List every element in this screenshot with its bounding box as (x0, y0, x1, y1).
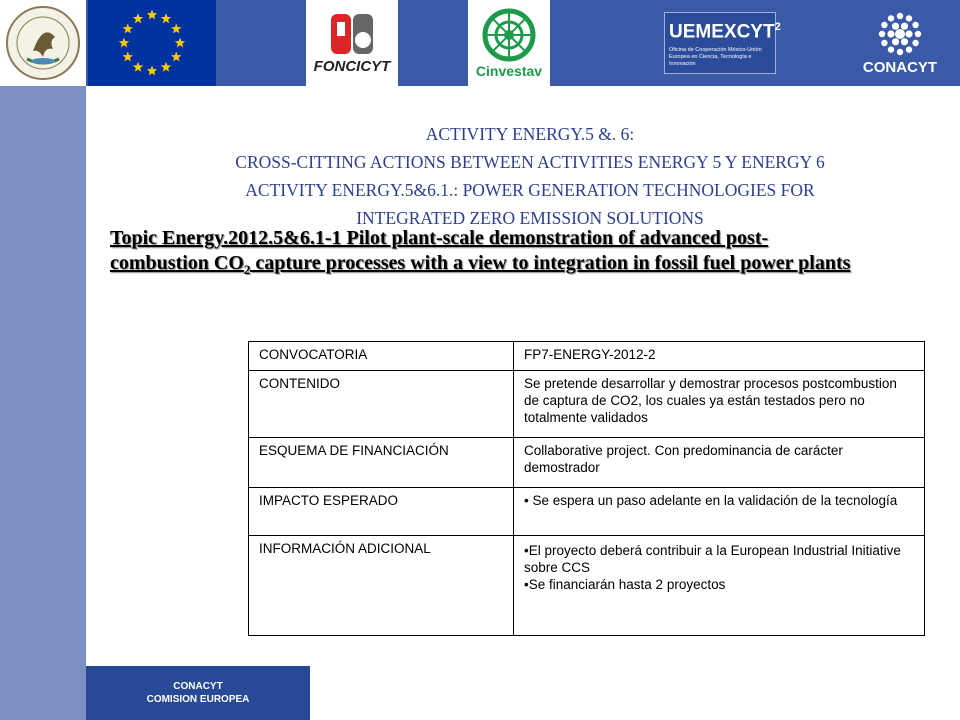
title-line-2: CROSS-CITTING ACTIONS BETWEEN ACTIVITIES ENERGY 5 Y ENERGY 6 (235, 152, 825, 172)
cinvestav-wheel-icon (480, 7, 538, 63)
topic-heading (110, 226, 956, 282)
list-item: •El proyecto deberá contribuir a la European Industrial Initiative sobre CCS (524, 543, 901, 575)
conacyt-dots-icon (875, 10, 925, 58)
title-line-3: ACTIVITY ENERGY.5&6.1.: POWER GENERATION TECHNOLOGIES FOR (245, 180, 815, 200)
conacyt-dot-icon (901, 38, 908, 45)
foncicyt-mark-icon (329, 12, 375, 56)
footer-line-1: CONACYT (173, 681, 223, 692)
conacyt-dot-icon (915, 31, 921, 37)
conacyt-dot-icon (905, 30, 912, 37)
title-line-4: INTEGRATED ZERO EMISSION SOLUTIONS (356, 208, 704, 228)
conacyt-dot-icon (897, 49, 903, 55)
eu-stars-icon (88, 0, 216, 86)
title-line-1: ACTIVITY ENERGY.5 &. 6: (425, 124, 635, 144)
list-item: •Se financiarán hasta 2 proyectos (524, 577, 726, 592)
eu-star-icon (119, 38, 129, 48)
table-row (249, 438, 925, 488)
conacyt-dot-icon (881, 40, 887, 46)
left-sidebar-band (0, 86, 86, 720)
header-logo-bar (0, 0, 960, 86)
conacyt-dot-icon (881, 22, 887, 28)
eu-star-icon (147, 10, 157, 20)
topic-line-2-post: capture processes with a view to integration in fossil fuel power plants (250, 252, 851, 274)
row-value: Collaborative project. Con predominancia de carácter demostrador (514, 438, 925, 488)
foncicyt-wordmark: FONCICYT (313, 57, 391, 75)
uemexcyt-caption: Oficina de Cooperación México-Unión Europea en Ciencia, Tecnología e Innovación (669, 47, 762, 68)
table-row (249, 371, 925, 438)
conacyt-dot-icon (906, 15, 912, 21)
additional-info-list (524, 542, 914, 593)
table-row (249, 488, 925, 536)
eu-star-icon (123, 52, 134, 62)
eu-star-icon (123, 24, 134, 34)
row-label: CONTENIDO (249, 371, 514, 438)
cinvestav-logo (468, 0, 550, 86)
row-value (514, 536, 925, 636)
conacyt-dot-icon (888, 15, 894, 21)
conacyt-wordmark: CONACYT (862, 59, 938, 76)
cinvestav-wordmark: Cinvestav (475, 63, 543, 79)
conacyt-dot-icon (892, 38, 899, 45)
eu-star-icon (171, 52, 182, 62)
conacyt-dot-icon (912, 22, 918, 28)
uemexcyt-logo (662, 0, 781, 86)
table-row (249, 342, 925, 371)
conacyt-dot-icon (912, 40, 918, 46)
conacyt-dot-icon (887, 30, 894, 37)
topic-line-1: Topic Energy.2012.5&6.1-1 Pilot plant-scale demonstration of advanced post- (110, 227, 769, 249)
footer-box (86, 666, 310, 720)
conacyt-dot-icon (906, 46, 912, 52)
eu-flag-logo (88, 0, 216, 86)
row-value: FP7-ENERGY-2012-2 (514, 342, 925, 371)
conacyt-dot-icon (897, 13, 903, 19)
eu-star-icon (161, 13, 171, 23)
eu-star-icon (161, 62, 171, 72)
eu-star-icon (147, 66, 157, 76)
eu-star-icon (171, 24, 182, 34)
mexico-seal-icon (3, 3, 83, 83)
conacyt-dot-icon (892, 23, 899, 30)
table-row (249, 536, 925, 636)
conacyt-dot-icon (901, 23, 908, 30)
conacyt-dot-icon (888, 46, 894, 52)
eu-star-icon (175, 38, 185, 48)
uemexcyt-superscript: 2 (774, 21, 781, 33)
activity-titles (110, 120, 950, 232)
row-label: CONVOCATORIA (249, 342, 514, 371)
foncicyt-logo (306, 0, 398, 86)
mexico-seal-logo (0, 0, 86, 86)
conacyt-dot-icon (895, 29, 905, 39)
row-label: INFORMACIÓN ADICIONAL (249, 536, 514, 636)
conacyt-dot-icon (879, 31, 885, 37)
row-label: ESQUEMA DE FINANCIACIÓN (249, 438, 514, 488)
call-info-table (248, 341, 925, 636)
topic-line-2-sub: 2 (243, 262, 251, 277)
row-value: • Se espera un paso adelante en la validación de la tecnología (514, 488, 925, 536)
footer-line-2: COMISION EUROPEA (146, 694, 250, 705)
row-value: Se pretende desarrollar y demostrar procesos postcombustion de captura de CO2, los cuales ya están testados pero no totalmente validados (514, 371, 925, 438)
eu-star-icon (133, 13, 143, 23)
conacyt-logo (840, 0, 960, 86)
topic-line-2 (110, 251, 956, 282)
uemexcyt-wordmark: UEMEXCYT (669, 21, 775, 43)
row-label: IMPACTO ESPERADO (249, 488, 514, 536)
eu-star-icon (133, 62, 143, 72)
topic-line-2-pre: combustion CO (110, 252, 244, 274)
